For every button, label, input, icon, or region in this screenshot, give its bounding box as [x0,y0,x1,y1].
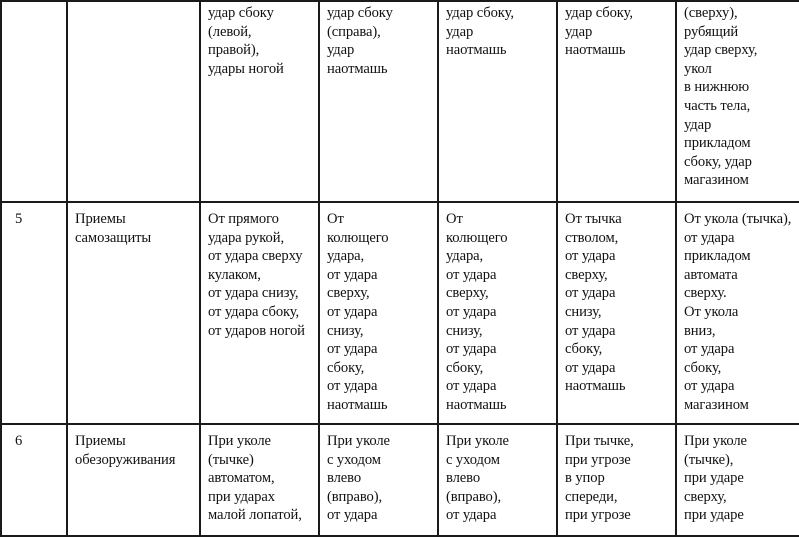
table-cell: От тычка стволом, от удара сверху, от удара снизу, от удара сбоку, от удара наотмашь [557,202,676,424]
table-cell: удар сбоку, удар наотмашь [438,1,557,202]
table-cell: (сверху), рубящий удар сверху, укол в нижнюю часть тела, удар прикладом сбоку, удар магазином [676,1,799,202]
table-cell: От укола (тычка), от удара прикладом автомата сверху. От укола вниз, от удара сбоку, от удара магазином [676,202,799,424]
row-number-cell: 6 [1,424,67,536]
table-cell: При уколе с уходом влево (вправо), от удара [438,424,557,536]
table-cell: удар сбоку, удар наотмашь [557,1,676,202]
section-name-cell: Приемы обезоруживания [67,424,200,536]
table-row [1,424,799,536]
table-cell: При уколе с уходом влево (вправо), от удара [319,424,438,536]
table-cell: От прямого удара рукой, от удара сверху кулаком, от удара снизу, от удара сбоку, от ударов ногой [200,202,319,424]
table-row [1,1,799,202]
table-cell: При тычке, при угрозе в упор спереди, при угрозе [557,424,676,536]
table-cell: удар сбоку (левой, правой), удары ногой [200,1,319,202]
section-name-cell [67,1,200,202]
table-cell: От колющего удара, от удара сверху, от удара снизу, от удара сбоку, от удара наотмашь [438,202,557,424]
table-cell: удар сбоку (справа), удар наотмашь [319,1,438,202]
section-name-cell: Приемы самозащиты [67,202,200,424]
table-cell: При уколе (тычке) автоматом, при ударах малой лопатой, [200,424,319,536]
row-number-cell [1,1,67,202]
row-number-cell: 5 [1,202,67,424]
table-row [1,202,799,424]
table-cell: При уколе (тычке), при ударе сверху, при ударе [676,424,799,536]
table-cell: От колющего удара, от удара сверху, от удара снизу, от удара сбоку, от удара наотмашь [319,202,438,424]
